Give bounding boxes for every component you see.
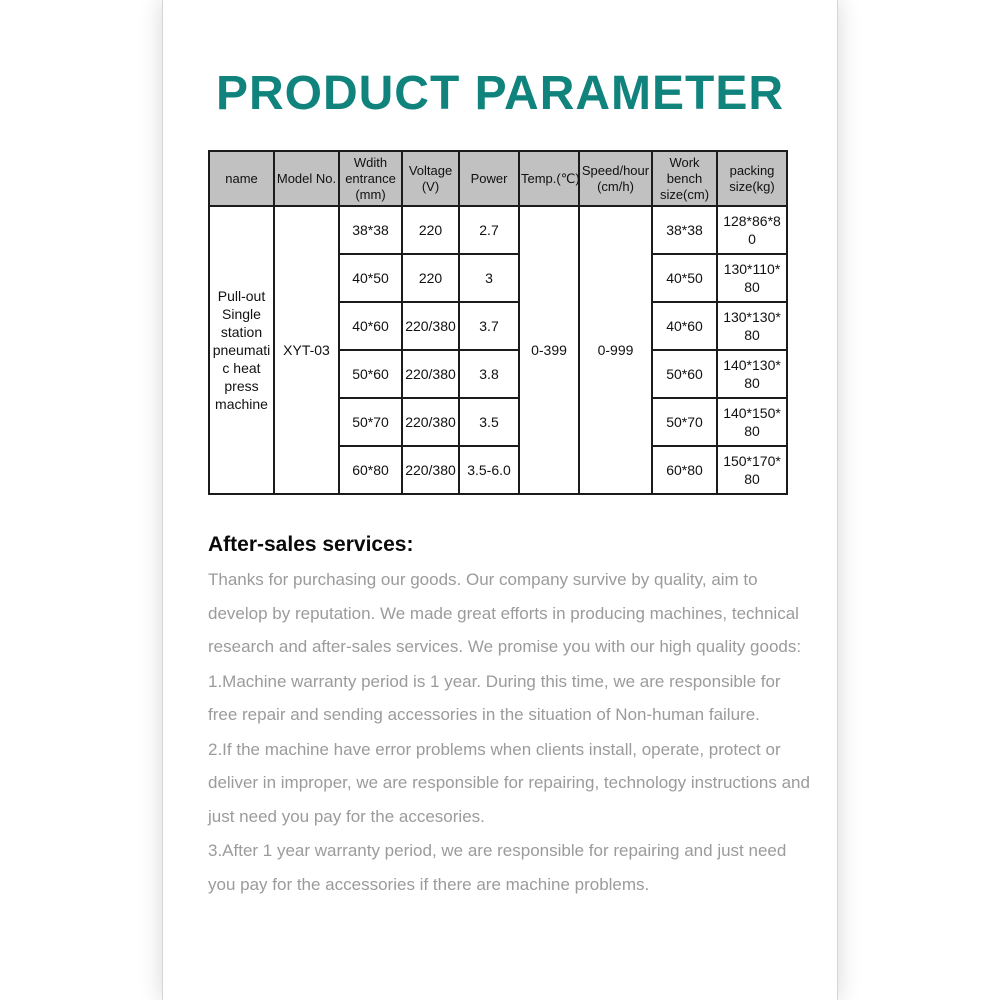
header-voltage: Voltage (V) <box>402 151 459 206</box>
product-page <box>162 0 838 1000</box>
after-sales-heading: After-sales services: <box>208 533 414 556</box>
table-cell: 220/380 <box>402 302 459 350</box>
table-cell: 2.7 <box>459 206 519 254</box>
table-cell: 40*60 <box>339 302 402 350</box>
table-cell: 60*80 <box>652 446 717 494</box>
header-power: Power <box>459 151 519 206</box>
product-name-cell: Pull-out Single station pneumatic heat press machine <box>209 206 274 494</box>
table-cell: 130*110*80 <box>717 254 787 302</box>
header-packing-size: packing size(kg) <box>717 151 787 206</box>
table-cell: 220/380 <box>402 398 459 446</box>
after-sales-item-3: 3.After 1 year warranty period, we are responsible for repairing and just need you pay for the accessories if there are machine problems. <box>208 841 787 894</box>
table-cell: 140*130*80 <box>717 350 787 398</box>
table-cell: 50*60 <box>339 350 402 398</box>
table-cell: 50*70 <box>339 398 402 446</box>
after-sales-item-1: 1.Machine warranty period is 1 year. During this time, we are responsible for free repair and sending accessories in the situation of Non-human failure. <box>208 671 781 724</box>
header-name: name <box>209 151 274 206</box>
table-cell: 38*38 <box>652 206 717 254</box>
table-cell: 3.7 <box>459 302 519 350</box>
temp-range-cell: 0-399 <box>519 206 579 494</box>
table-cell: 3.8 <box>459 350 519 398</box>
table-cell: 128*86*80 <box>717 206 787 254</box>
table-cell: 40*60 <box>652 302 717 350</box>
header-speed: Speed/hour(cm/h) <box>579 151 652 206</box>
after-sales-item-2: 2.If the machine have error problems when clients install, operate, protect or deliver in improper, we are responsible for repairing, technology instructions and just need you pay for the accesories. <box>208 739 810 826</box>
header-width-entrance: Wdith entrance (mm) <box>339 151 402 206</box>
table-cell: 40*50 <box>339 254 402 302</box>
table-cell: 220/380 <box>402 446 459 494</box>
table-row <box>209 206 787 254</box>
table-cell: 3.5-6.0 <box>459 446 519 494</box>
table-cell: 60*80 <box>339 446 402 494</box>
table-cell: 220 <box>402 254 459 302</box>
page-title: PRODUCT PARAMETER <box>215 67 785 120</box>
table-cell: 3 <box>459 254 519 302</box>
table-cell: 50*60 <box>652 350 717 398</box>
header-model-no: Model No. <box>274 151 339 206</box>
table-cell: 50*70 <box>652 398 717 446</box>
speed-range-cell: 0-999 <box>579 206 652 494</box>
header-temp: Temp.(℃) <box>519 151 579 206</box>
table-cell: 220 <box>402 206 459 254</box>
product-parameter-table <box>208 150 788 495</box>
table-header-row <box>209 151 787 206</box>
after-sales-intro: Thanks for purchasing our goods. Our company survive by quality, aim to develop by reputation. We made great efforts in producing machines, technical research and after-sales services. We promise you with our high quality goods: <box>208 570 802 656</box>
table-cell: 220/380 <box>402 350 459 398</box>
model-no-cell: XYT-03 <box>274 206 339 494</box>
table-cell: 140*150*80 <box>717 398 787 446</box>
table-cell: 130*130*80 <box>717 302 787 350</box>
table-cell: 40*50 <box>652 254 717 302</box>
table-cell: 150*170*80 <box>717 446 787 494</box>
table-cell: 3.5 <box>459 398 519 446</box>
table-cell: 38*38 <box>339 206 402 254</box>
after-sales-section <box>208 533 812 901</box>
header-work-bench: Work bench size(cm) <box>652 151 717 206</box>
